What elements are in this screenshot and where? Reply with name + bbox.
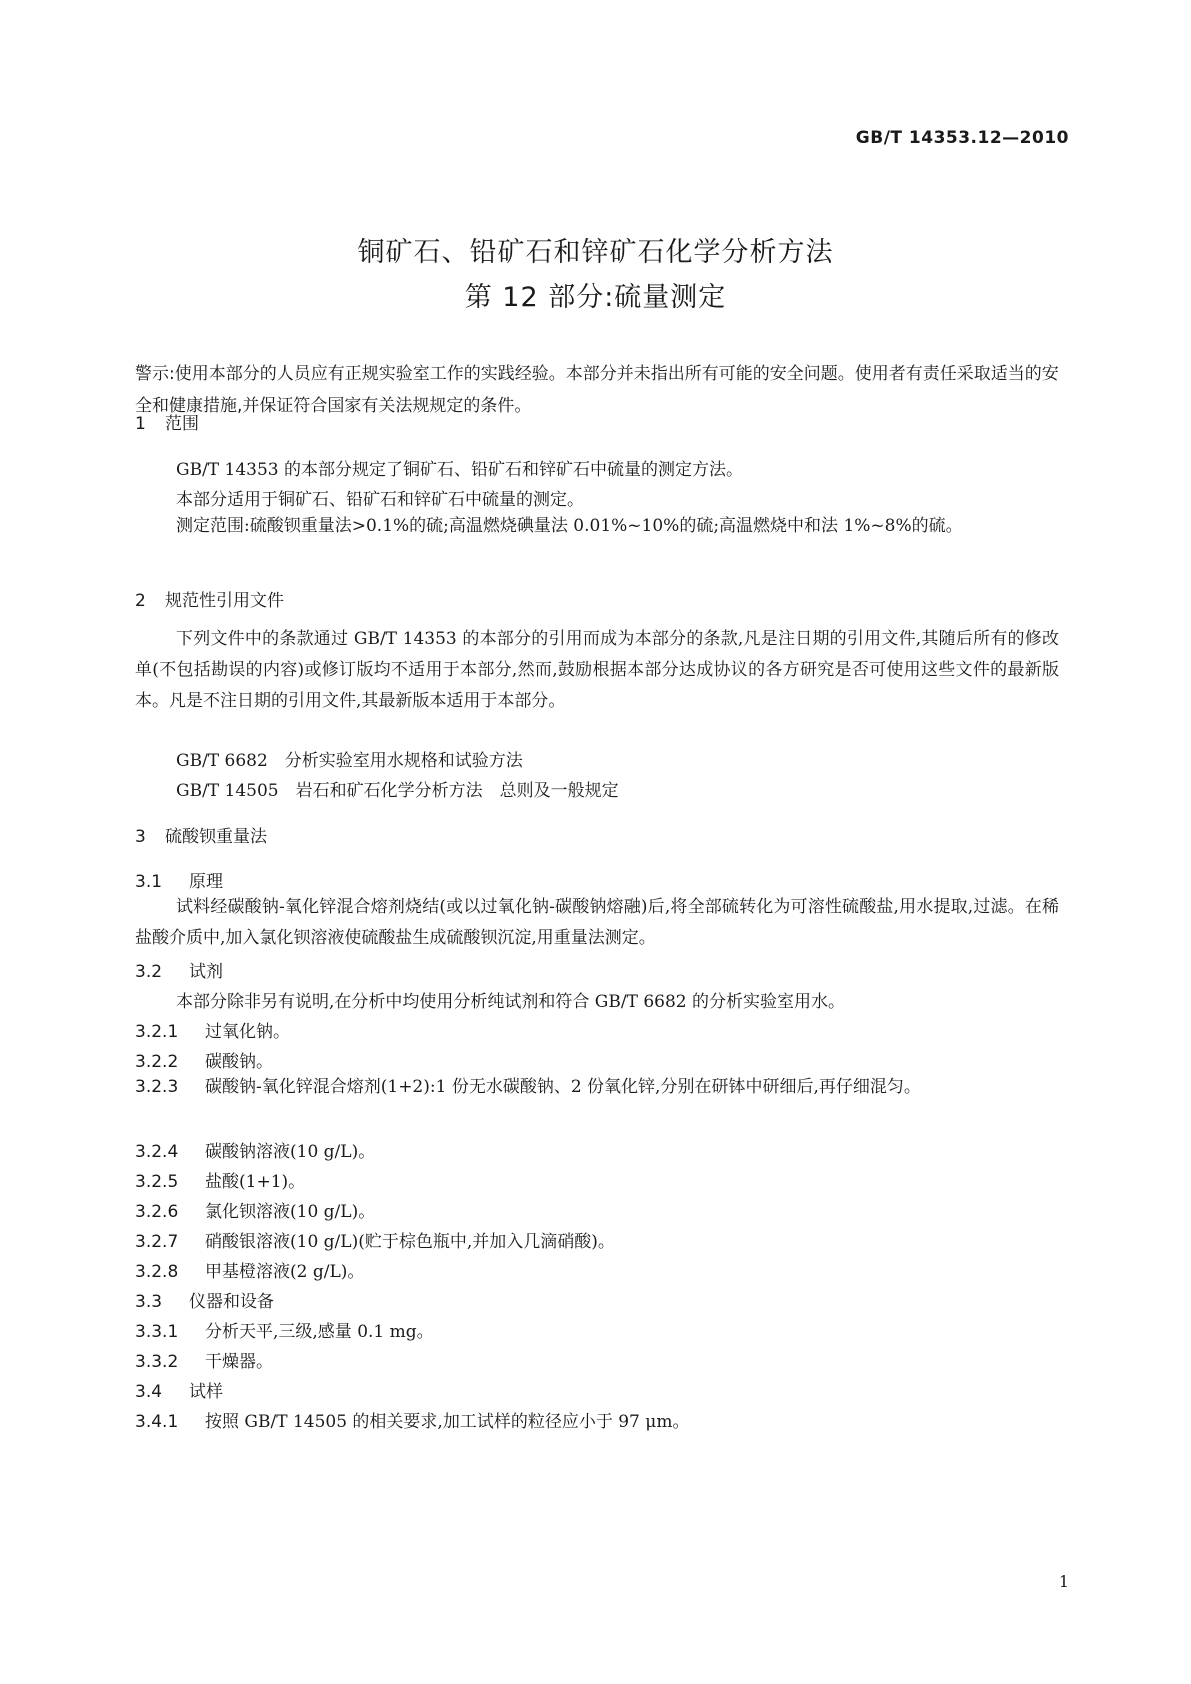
item-text: 碳酸钠-氧化锌混合熔剂(1+2):1 份无水碳酸钠、2 份氧化锌,分别在研钵中研细后,再仔细混匀。 <box>205 1077 921 1097</box>
item-text: 氯化钡溶液(10 g/L)。 <box>205 1202 376 1222</box>
item-number: 3.2.1 <box>135 1022 179 1042</box>
subsection-3-4-heading <box>135 1377 1059 1402</box>
section-title: 规范性引用文件 <box>165 591 284 611</box>
section-number: 1 <box>135 414 146 434</box>
item-text: 分析天平,三级,感量 0.1 mg。 <box>205 1322 434 1342</box>
subsection-title: 试样 <box>189 1382 223 1402</box>
reference-item: GB/T 6682 分析实验室用水规格和试验方法 <box>176 751 523 771</box>
item-number: 3.3.1 <box>135 1322 179 1342</box>
subsection-number: 3.3 <box>135 1292 163 1312</box>
document-subtitle: 第 12 部分:硫量测定 <box>464 282 727 313</box>
document-title: 铜矿石、铅矿石和锌矿石化学分析方法 <box>357 237 834 268</box>
reagent-item <box>135 1047 1059 1072</box>
reference-item: GB/T 14505 岩石和矿石化学分析方法 总则及一般规定 <box>176 781 619 801</box>
subsection-number: 3.1 <box>135 872 163 892</box>
item-number: 3.3.2 <box>135 1352 179 1372</box>
standard-code: GB/T 14353.12—2010 <box>855 128 1069 148</box>
section-title: 范围 <box>165 414 199 434</box>
item-number: 3.2.6 <box>135 1202 179 1222</box>
subsection-number: 3.2 <box>135 962 163 982</box>
section-2-paragraph: 下列文件中的条款通过 GB/T 14353 的本部分的引用而成为本部分的条款,凡是注日期的引用文件,其随后所有的修改单(不包括勘误的内容)或修订版均不适用于本部分,然而,鼓励根据本部分达成协议的各方研究是否可使用这些文件的最新版本。凡是不注日期的引用文件,其最新版本适用于本部分。 <box>135 629 1059 711</box>
section-number: 3 <box>135 827 146 847</box>
subsection-title: 原理 <box>189 872 223 892</box>
subsection-title: 仪器和设备 <box>189 1292 274 1312</box>
section-1-paragraph: 测定范围:硫酸钡重量法>0.1%的硫;高温燃烧碘量法 0.01%~10%的硫;高温燃烧中和法 1%~8%的硫。 <box>176 516 963 536</box>
item-number: 3.2.2 <box>135 1052 179 1072</box>
page-number: 1 <box>1058 1572 1069 1591</box>
item-text: 硝酸银溶液(10 g/L)(贮于棕色瓶中,并加入几滴硝酸)。 <box>205 1232 615 1252</box>
item-text: 盐酸(1+1)。 <box>205 1172 306 1192</box>
section-title: 硫酸钡重量法 <box>165 827 267 847</box>
section-2-heading <box>135 586 1059 611</box>
reagent-item <box>135 1017 1059 1042</box>
safety-warning: 警示:使用本部分的人员应有正规实验室工作的实践经验。本部分并未指出所有可能的安全问题。使用者有责任采取适当的安全和健康措施,并保证符合国家有关法规规定的条件。 <box>135 364 1059 416</box>
section-1-paragraph: 本部分适用于铜矿石、铅矿石和锌矿石中硫量的测定。 <box>176 490 584 510</box>
item-number: 3.2.4 <box>135 1142 179 1162</box>
reagent-item <box>135 1257 1059 1282</box>
item-number: 3.2.3 <box>135 1077 179 1097</box>
subsection-3-3-heading <box>135 1287 1059 1312</box>
item-number: 3.2.7 <box>135 1232 179 1252</box>
subsection-3-1-text: 试料经碳酸钠-氧化锌混合熔剂烧结(或以过氧化钠-碳酸钠熔融)后,将全部硫转化为可溶性硫酸盐,用水提取,过滤。在稀盐酸介质中,加入氯化钡溶液使硫酸盐生成硫酸钡沉淀,用重量法测定。 <box>135 897 1059 948</box>
section-1-paragraph: GB/T 14353 的本部分规定了铜矿石、铅矿石和锌矿石中硫量的测定方法。 <box>176 460 744 480</box>
item-number: 3.4.1 <box>135 1412 179 1432</box>
subsection-3-2-intro: 本部分除非另有说明,在分析中均使用分析纯试剂和符合 GB/T 6682 的分析实验室用水。 <box>176 992 846 1012</box>
section-3-heading <box>135 822 1059 847</box>
subsection-3-2-heading <box>135 957 1059 982</box>
subsection-title: 试剂 <box>189 962 223 982</box>
section-number: 2 <box>135 591 146 611</box>
reagent-item <box>135 1137 1059 1162</box>
equipment-item <box>135 1317 1059 1342</box>
reagent-item <box>135 1072 1059 1103</box>
item-text: 干燥器。 <box>205 1352 273 1372</box>
section-1-heading <box>135 409 1059 434</box>
reagent-item <box>135 1227 1059 1252</box>
item-text: 按照 GB/T 14505 的相关要求,加工试样的粒径应小于 97 μm。 <box>205 1412 690 1432</box>
item-text: 甲基橙溶液(2 g/L)。 <box>205 1262 365 1282</box>
item-number: 3.2.5 <box>135 1172 179 1192</box>
item-text: 过氧化钠。 <box>205 1022 290 1042</box>
reagent-item <box>135 1197 1059 1222</box>
item-text: 碳酸钠溶液(10 g/L)。 <box>205 1142 376 1162</box>
item-text: 碳酸钠。 <box>205 1052 273 1072</box>
item-number: 3.2.8 <box>135 1262 179 1282</box>
sample-item <box>135 1407 1059 1432</box>
subsection-3-1-heading <box>135 867 1059 892</box>
equipment-item <box>135 1347 1059 1372</box>
reagent-item <box>135 1167 1059 1192</box>
subsection-number: 3.4 <box>135 1382 163 1402</box>
